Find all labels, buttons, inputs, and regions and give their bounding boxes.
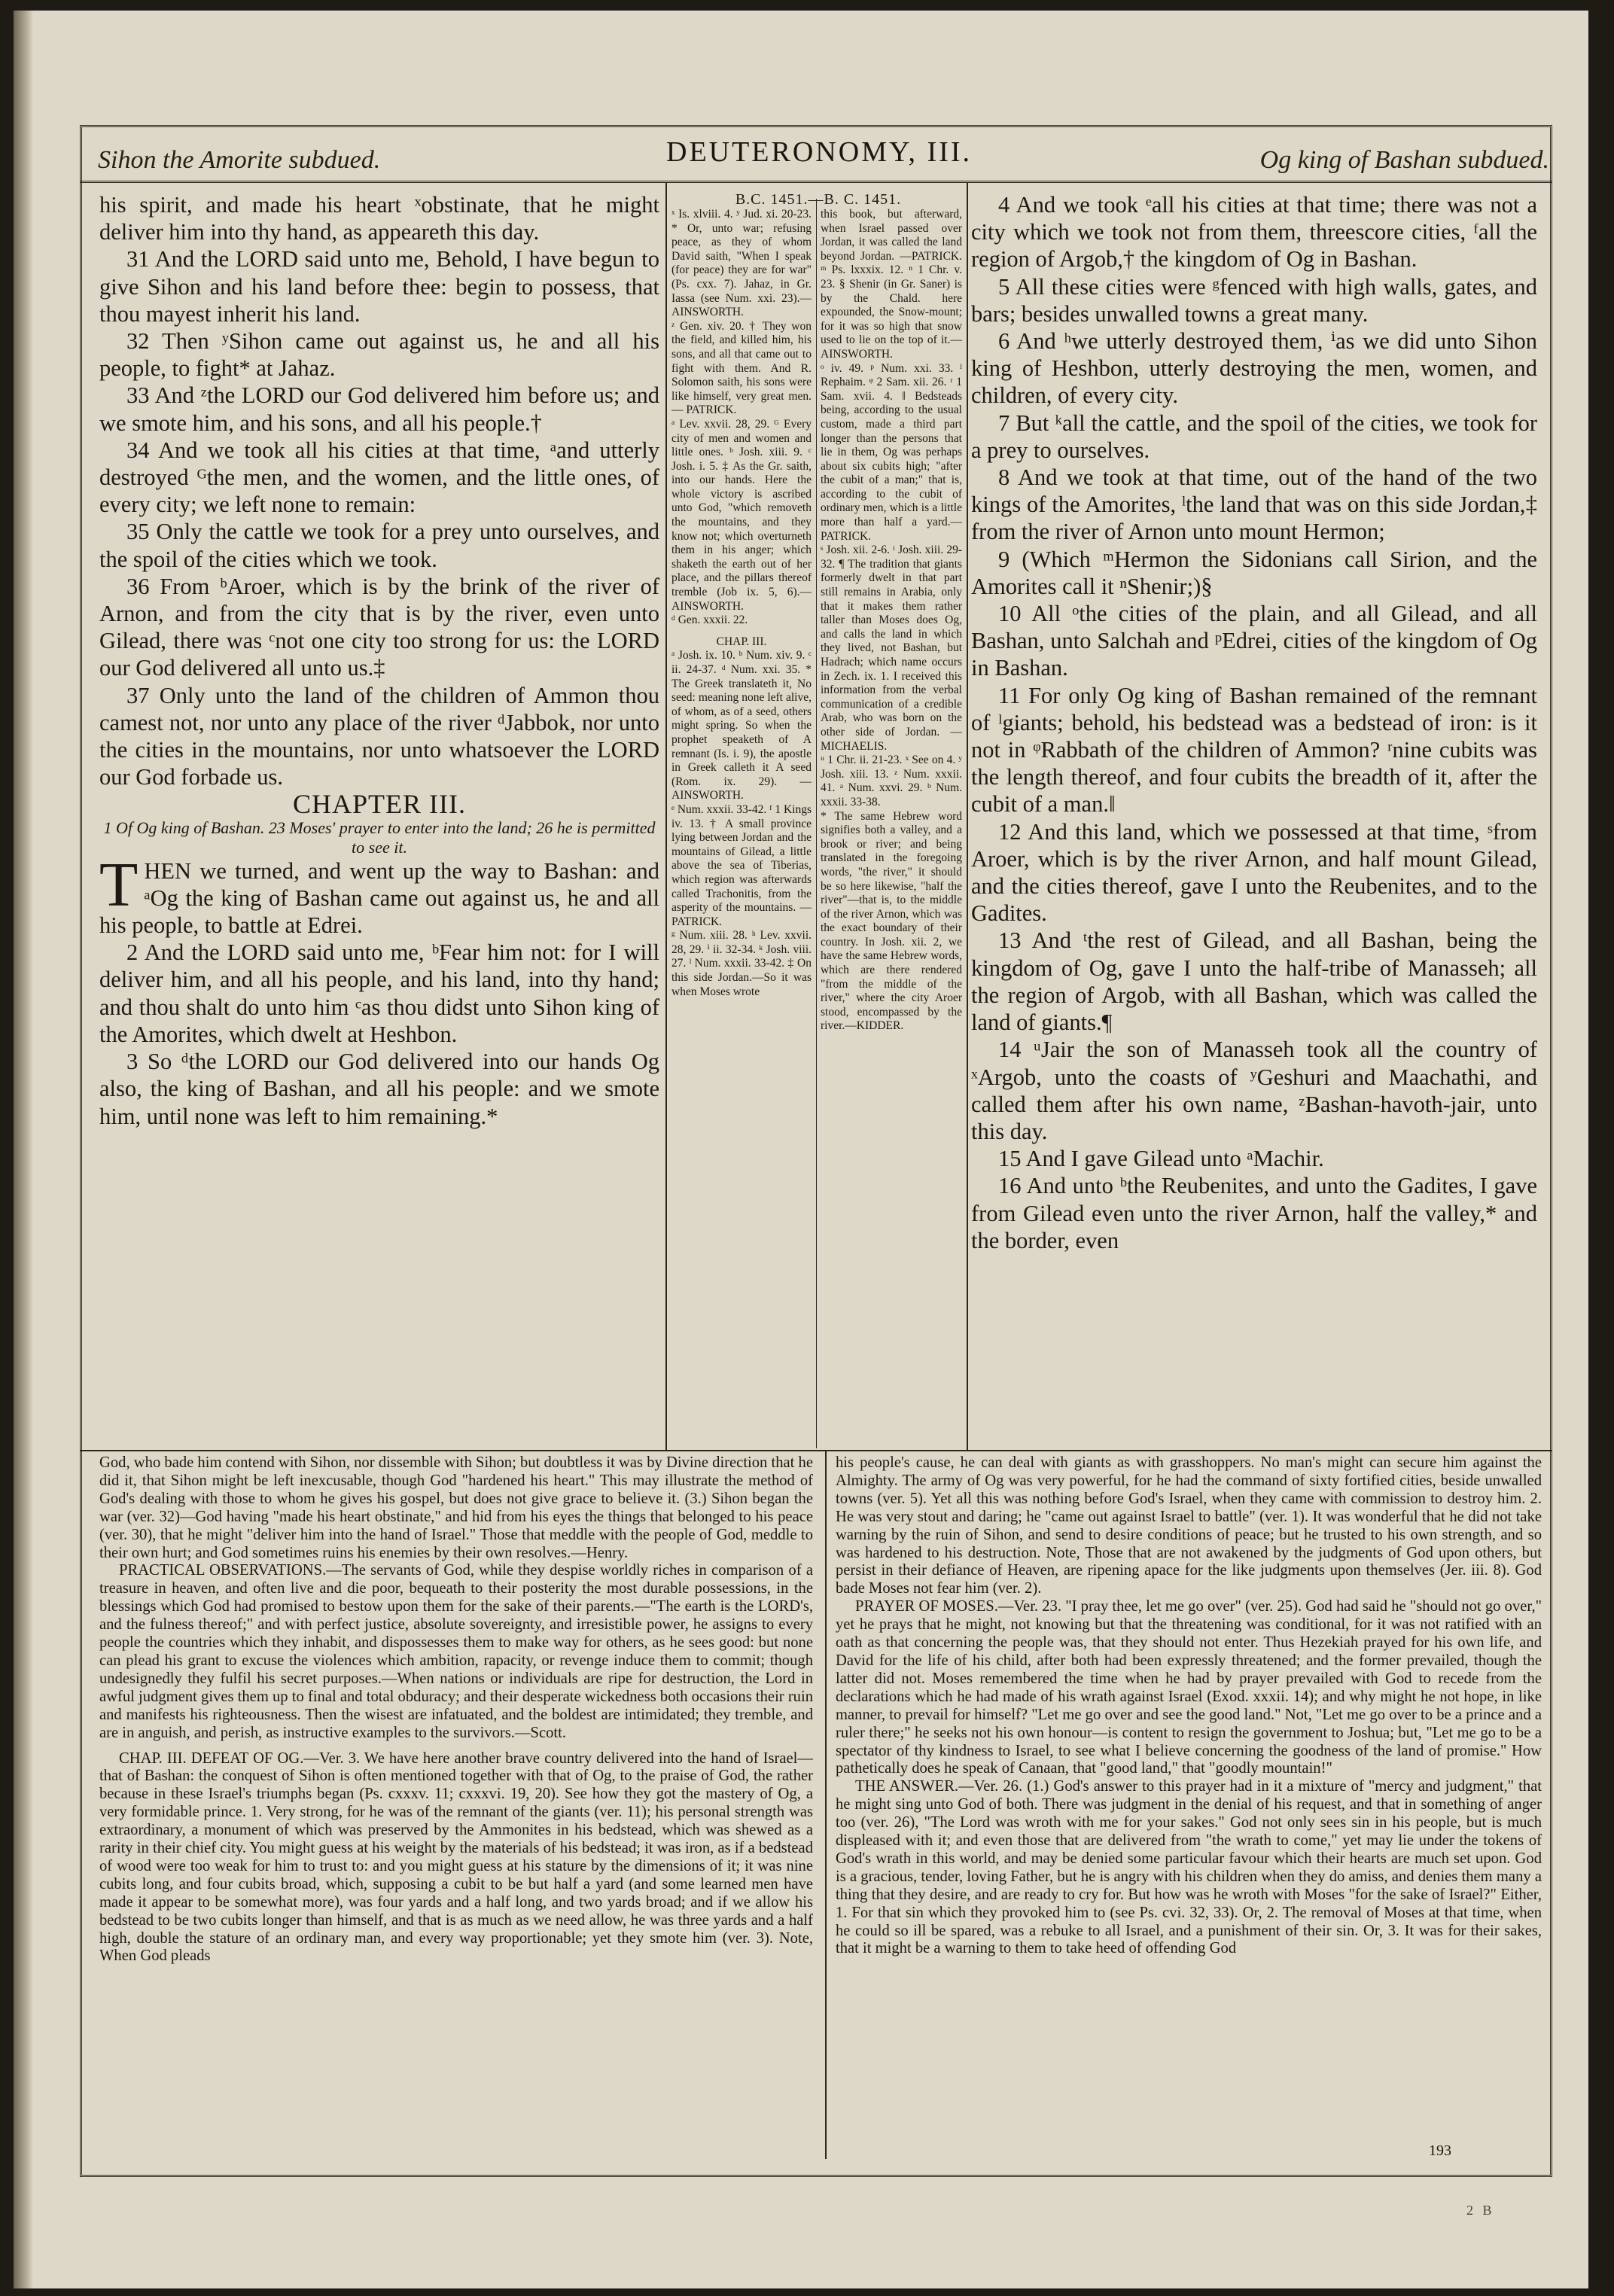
verse: 2 And the LORD said unto me, ᵇFear him not: for I will deliver him, and all his people, and his land, into thy hand; and thou shalt do unto him ᶜas thou didst unto Sihon king of the Amorites, which dwelt at Heshbon.	[99, 939, 659, 1047]
book-spine-shadow	[14, 11, 33, 2288]
margin-note: ᵃ Josh. ix. 10. ᵇ Num. xiv. 9. ᶜ ii. 24-37. ᵈ Num. xxi. 35. * The Greek translateth it, No seed: meaning none left alive, of whom, as of a seed, others might spring. So when the prophet speaketh of A remnant (Is. i. 9), the apostle in Greek calleth it A seed (Rom. ix. 29). —AINSWORTH.	[671, 649, 812, 802]
commentary-paragraph: his people's cause, he can deal with giants as with grasshoppers. No man's might can secure him against the Almighty. The army of Og was very powerful, for he had the command of sixty fortified cities, beside unwalled towns (ver. 5). Yet all this was nothing before God's Israel, when they came with commission to destroy him. 2. He was very stout and daring; he "came out against Israel to battle" (ver. 1). It was wonderful that he did not take warning by the ruin of Sihon, and send to desire conditions of peace; but he trusted to his own strength, and so was hardened to his destruction. Note, Those that are not awakened by the judgments of God upon others, but persist in their defiance of Heaven, are ripening apace for the like judgments upon themselves (Jer. iii. 8). God bade Moses not fear him (ver. 2).	[836, 1454, 1542, 1597]
margin-note: * The same Hebrew word signifies both a valley, and a brook or river; and being translated in the foregoing words, "the river," it should be so here likewise, "half the river"—that is, to the middle of the river Arnon, which was the exact boundary of their country. In Josh. xii. 2, we have the same Hebrew words, which are there rendered "from the middle of the river," where the city Aroer stood, encompassed by the river.—KIDDER.	[821, 809, 962, 1033]
margin-note: ᵘ 1 Chr. ii. 21-23. ˣ See on 4. ʸ Josh. xiii. 13. ᶻ Num. xxxii. 41. ᵃ Num. xxvi. 29. ᵇ Num. xxxii. 33-38.	[821, 754, 962, 808]
signature-mark: 2 B	[1466, 2203, 1495, 2218]
running-head-left: Sihon the Amorite subdued.	[98, 146, 381, 174]
verse: 36 From ᵇAroer, which is by the brink of the river of Arnon, and from the city that is by the river, even unto Gilead, there was ᶜnot one city too strong for us: the LORD our God delivered all unto us.‡	[99, 573, 659, 681]
verse: 37 Only unto the land of the children of Ammon thou camest not, nor unto any place of the river ᵈJabbok, nor unto the cities in the mountains, nor unto whatsoever the LORD our God forbade us.	[99, 682, 659, 790]
margin-note: ᵍ Num. xiii. 28. ʰ Lev. xxvii. 28, 29. ⁱ ii. 32-34. ᵏ Josh. viii. 27. ˡ Num. xxxii. 33-42. ‡ On this side Jordan.—So it was when Moses wrote	[671, 929, 812, 998]
verse: 31 And the LORD said unto me, Behold, I have begun to give Sihon and his land before thee: begin to possess, that thou mayest inherit his land.	[99, 246, 659, 327]
margin-note: ᵃ Lev. xxvii. 28, 29. ᴳ Every city of men and women and little ones. ᵇ Josh. xiii. 9. ᶜ Josh. i. 5. ‡ As the Gr. saith, into our hands. Here the whole victory is ascribed unto God, "which removeth the mountains, and they know not; which overturneth them in his anger; which shaketh the earth out of her place, and the pillars thereof tremble (Job ix. 5, 6).—AINSWORTH.	[671, 417, 812, 613]
margin-note: ᵈ Gen. xxxii. 22.	[671, 614, 748, 627]
verse-first	[99, 849, 659, 939]
verse: 10 All ᵒthe cities of the plain, and all Gilead, and all Bashan, unto Salchah and ᵖEdrei, cities of the kingdom of Og in Bashan.	[971, 601, 1537, 681]
commentary-paragraph: CHAP. III. DEFEAT OF OG.—Ver. 3. We have here another brave country delivered into the hand of Israel—that of Bashan: the conquest of Sihon is often mentioned together with that of Og, to the praise of God, the rather because in these Israel's triumphs began (Ps. cxxxv. 11; cxxxvi. 19, 20). See how they got the mastery of Og, a very formidable prince. 1. Very strong, for he was of the remnant of the giants (ver. 11); his personal strength was extraordinary, a monument of which was preserved by the Ammonites in his bedstead, which was shewed as a rarity in their chief city. You might guess at his weight by the materials of his bedstead; it was iron, as if a bedstead of wood were too weak for him to trust to: and you might guess at his stature by the dimensions of it; it was nine cubits long, and four cubits broad, which, supposing a cubit to be but half a yard (and some learned men have made it appear to be somewhat more), was four yards and a half long, and two yards broad; and if we allow his bedstead to be two cubits longer than himself, and that is as much as we need allow, he was three yards and a half high, double the stature of an ordinary man, and every way proportionable; yet they smote him (ver. 3). Note, When God pleads	[99, 1749, 813, 1965]
scripture-column-right	[971, 191, 1537, 1448]
margin-note: ˣ Is. xlviii. 4. ʸ Jud. xi. 20-23. * Or, unto war; refusing peace, as they of whom David saith, "When I speak (for peace) they are for war" (Ps. cxx. 7). Jahaz, in Gr. Iassa (see Num. xxi. 23).—AINSWORTH.	[671, 208, 812, 319]
verse: 15 And I gave Gilead unto ᵃMachir.	[998, 1146, 1324, 1172]
verse-first-text: HEN we turned, and went up the way to Bashan: and ᵃOg the king of Bashan came out against us, he and all his people, to battle at Edrei.	[99, 857, 659, 939]
margin-notes-right	[821, 208, 962, 1469]
commentary-paragraph: PRACTICAL OBSERVATIONS.—The servants of God, while they despise worldly riches in comparison of a treasure in heaven, and often live and die poor, bequeath to their posterity the most durable possessions, in the blessings which God had promised to bestow upon them for the sake of their parents.—"The earth is the LORD's, and the fulness thereof;" and with perfect justice, absolute sovereignty, and irresistible power, he assigns to every people the countries which they inhabit, and dispossesses them to make way for others, as he sees good: but none can plead his grant to excuse the violences which ambition, rapacity, or revenge induce them to commit; though undesignedly they fulfil his secret purposes.—When nations or individuals are ripe for destruction, the Lord in awful judgment gives them up to final and total obduracy; and their desperate wickedness both occasions their ruin and manifests his righteousness. Then the wisest are infatuated, and the boldest are intimidated; they tremble, and are in anguish, and perish, as instructive examples to the survivors.—Scott.	[99, 1562, 813, 1741]
margin-notes-left	[671, 208, 812, 1469]
commentary-paragraph: THE ANSWER.—Ver. 26. (1.) God's answer to this prayer had in it a mixture of "mercy and judgment," that he might sing unto God of both. There was judgment in the denial of his request, and that in something of anger too (ver. 26), "The Lord was wroth with me for your sakes." God not only sees sin in his people, but is much displeased with it; and even those that are delivered from "the wrath to come," yet may lie under the tokens of God's wrath in this world, and may be denied some particular favour which their hearts are much set upon. God is a gracious, tender, loving Father, but he is angry with his children when they do amiss, and denies them many a thing that they desire, and are ready to cry for. But how was he wroth with Moses "for the sake of Israel?" Either, 1. For that sin which they provoked him to (see Ps. cvi. 32, 33). Or, 2. The removal of Moses at that time, when he could so ill be spared, was a rebuke to all Israel, and a punishment of their sin. Or, 3. It was for their sakes, that it might be a warning to them to take heed of offending God	[836, 1778, 1542, 1957]
scripture-column-left	[99, 191, 659, 1448]
verse: 13 And ᵗthe rest of Gilead, and all Bashan, being the kingdom of Og, gave I unto the half-tribe of Manasseh; all the region of Argob, with all Bashan, which was called the land of giants.¶	[971, 927, 1537, 1036]
drop-cap: T	[99, 849, 139, 920]
page-number: 193	[1429, 2142, 1451, 2159]
margin-note: ᵒ iv. 49. ᵖ Num. xxi. 33. ˡ Rephaim. ᵠ 2 Sam. xii. 26. ʳ 1 Sam. xvii. 4. ‖ Bedsteads being, according to the usual custom, made a third part longer than the persons that lie in them, Og was perhaps about six cubits high; "after the cubit of a man;" that is, according to the cubit of ordinary men, which is a little more than half a yard.—PATRICK.	[821, 361, 962, 543]
verse: 9 (Which ᵐHermon the Sidonians call Sirion, and the Amorites call it ⁿShenir;)§	[971, 546, 1537, 599]
verse: 4 And we took ᵉall his cities at that time; there was not a city which we took not from them, threescore cities, ᶠall the region of Argob,† the kingdom of Og in Bashan.	[971, 192, 1537, 273]
margin-note: ˢ Josh. xii. 2-6. ᵗ Josh. xiii. 29-32. ¶ The tradition that giants formerly dwelt in that part still remains in Arabia, only that it makes them rather taller than Moses does Og, and calls the land in which they lived, not Bashan, but Hadrach; which name occurs in Zech. ix. 1. I received this information from the verbal communication of a credible Arab, who was born on the other side of Jordan. —MICHAELIS.	[821, 544, 962, 753]
verse: 34 And we took all his cities at that time, ᵃand utterly destroyed ᴳthe men, and the women, and the little ones, of every city; we left none to remain:	[99, 437, 659, 518]
book-page	[14, 11, 1588, 2288]
verse: 8 And we took at that time, out of the hand of the two kings of the Amorites, ˡthe land that was on this side Jordan,‡ from the river of Arnon unto mount Hermon;	[971, 464, 1537, 545]
commentary-right	[836, 1454, 1542, 2147]
verse: 33 And ᶻthe LORD our God delivered him before us; and we smote him, and his sons, and all his people.†	[99, 382, 659, 436]
commentary-paragraph: PRAYER OF MOSES.—Ver. 23. "I pray thee, let me go over" (ver. 25). God had said he "should not go over," yet he prays that he might, not knowing but that the threatening was conditional, for it was not ratified with an oath as that concerning the people was, that they should not enter. Thus Hezekiah prayed for his own life, and David for the life of his child, after both had been expressly threatened; and the former prevailed, though the latter did not. Moses remembered the time when he had by prayer prevailed with God to recede from the declarations which he had made of his wrath against Israel (Exod. xxxii. 14); and why might he not hope, in like manner, to prevail for himself? "Let me go over and see the good land." Not, "Let me go over to be a prince and a ruler there;" he seeks not his own honour—is content to resign the government to Joshua; but, "Let me go to be a spectator of thy kindness to Israel, to see what I believe concerning the goodness of the land of promise." How pathetically does he speak of Canaan, that "good land," that "goodly mountain!"	[836, 1598, 1542, 1777]
margin-note: ᶻ Gen. xiv. 20. † They won the field, and killed him, his sons, and all that came out to fight with them. And R. Solomon saith, his sons were like himself, very great men. — PATRICK.	[671, 319, 812, 417]
commentary-column-rule	[825, 1451, 827, 2159]
verse: 14 ᵘJair the son of Manasseh took all the country of ˣArgob, unto the coasts of ʸGeshuri and Maachathi, and called them after his own name, ᶻBashan-havoth-jair, unto this day.	[971, 1037, 1537, 1144]
margin-date-head: B.C. 1451.—B. C. 1451.	[735, 191, 902, 208]
margin-rule	[816, 199, 817, 1448]
verse: 12 And this land, which we possessed at that time, ˢfrom Aroer, which is by the river Arnon, and half mount Gilead, and the cities thereof, gave I unto the Reubenites, and to the Gadites.	[971, 818, 1537, 927]
running-head-title: DEUTERONOMY, III.	[666, 136, 972, 168]
margin-note: ᵉ Num. xxxii. 33-42. ᶠ 1 Kings iv. 13. † A small province lying between Jordan and the mountains of Gilead, a little above the sea of Tiberias, which region was afterwards called Trachonitis, from the asperity of the mountains. — PATRICK.	[671, 802, 812, 928]
chapter-heading: CHAPTER III.	[293, 789, 466, 820]
verse: 16 And unto ᵇthe Reubenites, and unto the Gadites, I gave from Gilead even unto the river Arnon, half the valley,* and the border, even	[971, 1173, 1537, 1253]
verse: his spirit, and made his heart ˣobstinate, that he might deliver him into thy hand, as appeareth this day.	[99, 192, 659, 245]
verse: 6 And ʰwe utterly destroyed them, ⁱas we did unto Sihon king of Heshbon, utterly destroying the men, women, and children, of every city.	[971, 328, 1537, 409]
margin-note: this book, but afterward, when Israel passed over Jordan, it was called the land beyond Jordan. —PATRICK. ᵐ Ps. lxxxix. 12. ⁿ 1 Chr. v. 23. § Shenir (in Gr. Saner) is by the Chald. here expounded, the Snow-mount; for it was so high that snow used to lie on the top of it.—AINSWORTH.	[821, 208, 962, 361]
commentary-rule	[80, 1450, 1552, 1451]
verse: 35 Only the cattle we took for a prey unto ourselves, and the spoil of the cities which we took.	[99, 519, 659, 572]
verse: 7 But ᵏall the cattle, and the spoil of the cities, we took for a prey to ourselves.	[971, 410, 1537, 463]
verse: 11 For only Og king of Bashan remained of the remnant of ˡgiants; behold, his bedstead was a bedstead of iron: is it not in ᵠRabbath of the children of Ammon? ʳnine cubits was the length thereof, and four cubits the breadth of it, after the cubit of a man.‖	[971, 682, 1537, 818]
column-rule	[967, 182, 968, 1450]
verse: 3 So ᵈthe LORD our God delivered into our hands Og also, the king of Bashan, and all his people: and we smote him, until none was left to him remaining.*	[99, 1049, 659, 1129]
margin-note-heading: CHAP. III.	[716, 635, 767, 648]
header-rule	[80, 181, 1552, 183]
chapter-summary: 1 Of Og king of Bashan. 23 Moses' prayer to enter into the land; 26 he is permitted to see it.	[103, 818, 656, 857]
column-rule	[665, 182, 667, 1450]
running-head-right: Og king of Bashan subdued.	[1259, 146, 1549, 174]
verse: 5 All these cities were ᵍfenced with high walls, gates, and bars; besides unwalled towns a great many.	[971, 273, 1537, 327]
commentary-paragraph: God, who bade him contend with Sihon, nor dissemble with Sihon; but doubtless it was by Divine direction that he did it, that Sihon might be left inexcusable, though God "hardened his heart." This may illustrate the method of God's dealing with those to whom he gives his gospel, but does not give grace to believe it. (3.) Sihon began the war (ver. 32)—God having "made his heart obstinate," and hid from his eyes the things that belonged to his peace (ver. 30), that he might "deliver him into the hand of Israel." Those that meddle with the people of God, meddle to their own hurt; and God sometimes ruins his enemies by their own resolves.—Henry.	[99, 1454, 813, 1561]
commentary-left	[99, 1454, 813, 2147]
verse: 32 Then ʸSihon came out against us, he and all his people, to fight* at Jahaz.	[99, 328, 659, 382]
